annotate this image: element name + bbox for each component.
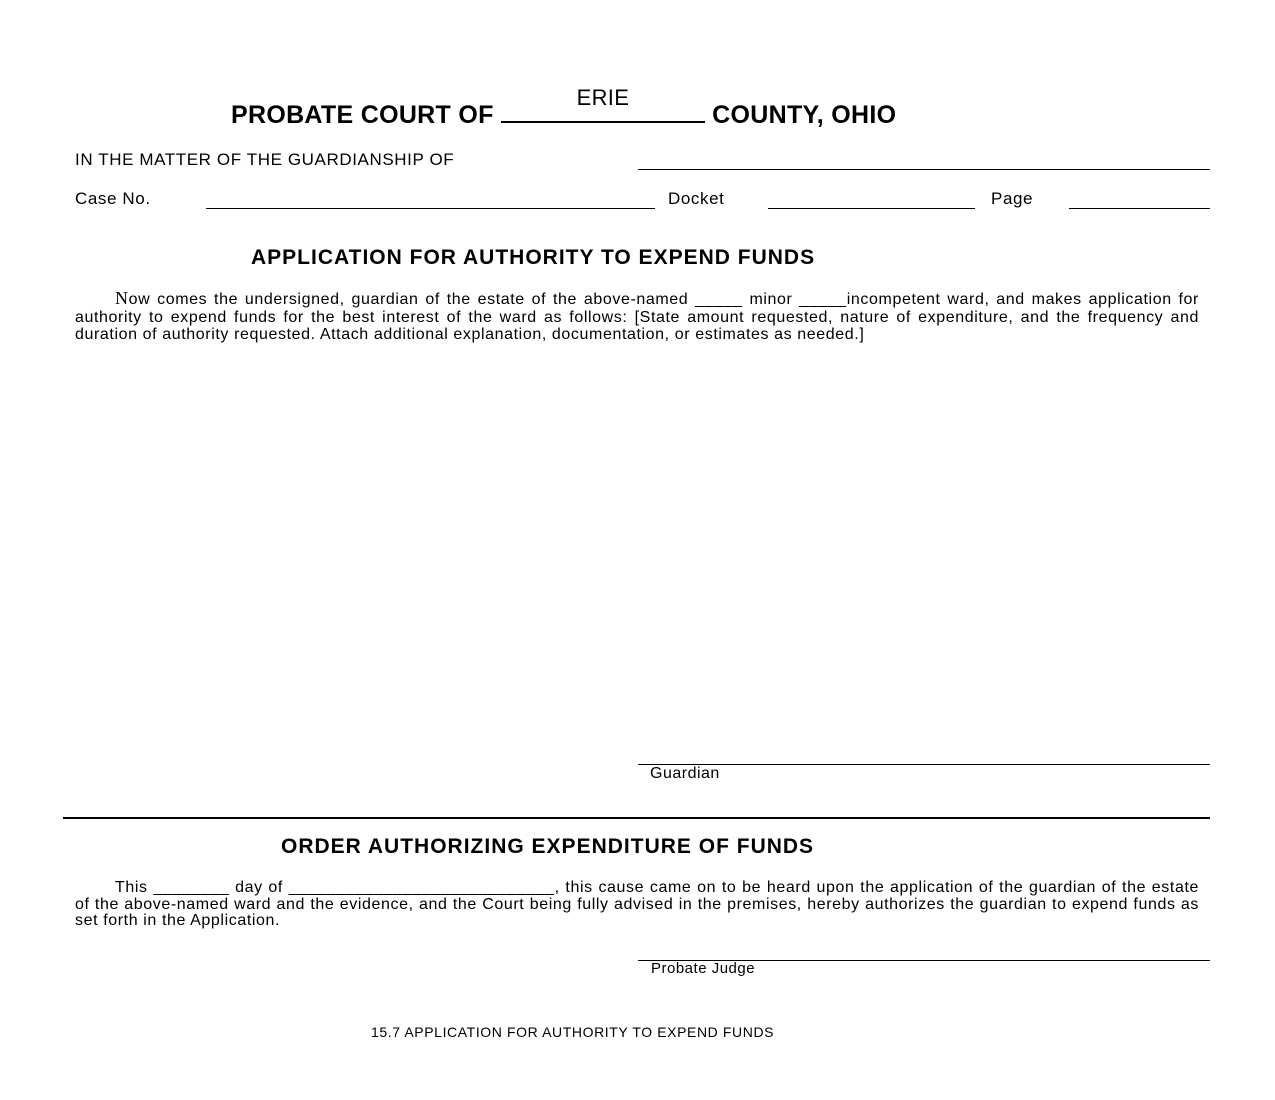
- guardian-label: Guardian: [650, 765, 720, 782]
- docket-field[interactable]: [768, 208, 975, 209]
- guardianship-label: IN THE MATTER OF THE GUARDIANSHIP OF: [75, 150, 455, 169]
- county-underline: [501, 121, 705, 123]
- order-heading: ORDER AUTHORIZING EXPENDITURE OF FUNDS: [281, 835, 815, 858]
- ward-name-field[interactable]: [638, 169, 1210, 170]
- title-prefix: PROBATE COURT OF: [231, 101, 494, 129]
- county-value: ERIE: [576, 85, 630, 110]
- guardian-signature-line[interactable]: [638, 764, 1210, 765]
- drop-letter: N: [115, 288, 129, 308]
- form-footer: 15.7 APPLICATION FOR AUTHORITY TO EXPEND FUNDS: [371, 1024, 775, 1040]
- application-heading: APPLICATION FOR AUTHORITY TO EXPEND FUNDS: [251, 246, 816, 269]
- title-suffix: COUNTY, OHIO: [712, 101, 897, 129]
- case-no-field[interactable]: [206, 208, 655, 209]
- section-divider: [63, 817, 1210, 819]
- county-field[interactable]: [501, 85, 705, 123]
- application-paragraph: [75, 290, 1199, 344]
- application-body: ow comes the undersigned, guardian of the estate of the above-named _____ minor _____incompetent ward, and makes application for authority to expend funds for the best interest of the ward as follows: [State amount requested, nature of expenditure, and the frequency and duration of authority requested. Attach additional explanation, documentation, or estimates as needed.]: [75, 291, 1199, 343]
- page-field[interactable]: [1069, 208, 1210, 209]
- order-body: This ________ day of ____________________________, this cause came on to be heard upon the application of the guardian of the estate of the above-named ward and the evidence, and the Court being fully advised in the premises, hereby authorizes the guardian to expend funds as set forth in the Application.: [75, 879, 1199, 929]
- case-no-label: Case No.: [75, 189, 151, 208]
- docket-label: Docket: [668, 189, 725, 208]
- page-title: [231, 85, 897, 130]
- page-label: Page: [991, 189, 1034, 208]
- order-paragraph: [75, 880, 1199, 930]
- probate-judge-label: Probate Judge: [651, 960, 756, 977]
